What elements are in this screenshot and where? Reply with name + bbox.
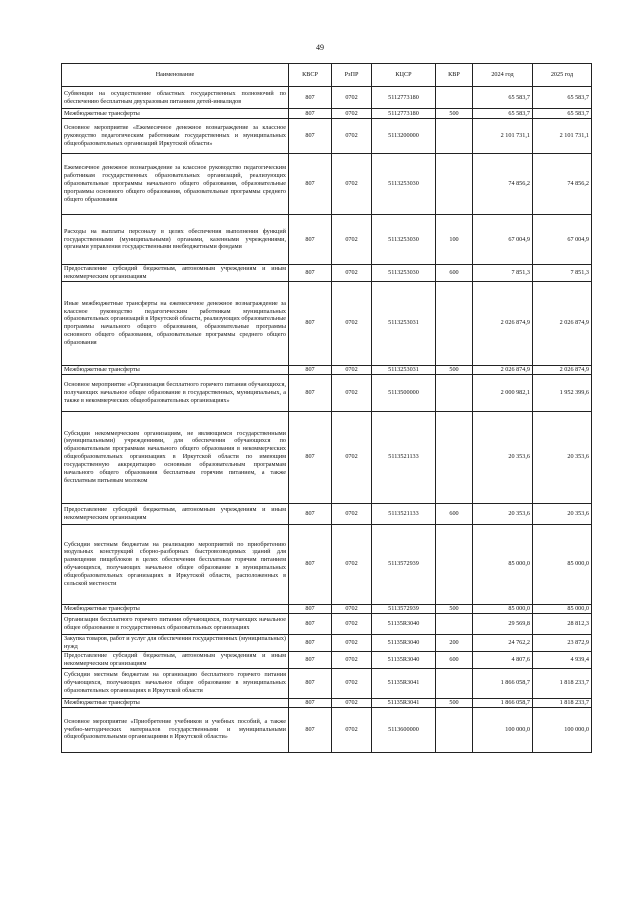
- table-row: [62, 119, 592, 154]
- row-kvsr-cell: 807: [289, 374, 332, 411]
- row-kvr-cell: 600: [436, 503, 473, 524]
- header-kcsr: КЦСР: [372, 64, 436, 87]
- row-rzpr-cell: 0702: [332, 604, 372, 613]
- row-kcsr-cell: 51135R3040: [372, 634, 436, 651]
- row-2024-cell: 85 000,0: [473, 524, 533, 604]
- table-row: [62, 524, 592, 604]
- row-2024-cell: 2 101 731,1: [473, 119, 533, 154]
- row-rzpr-cell: 0702: [332, 668, 372, 698]
- row-rzpr-cell: 0702: [332, 634, 372, 651]
- row-kcsr-cell: 51135R3041: [372, 668, 436, 698]
- row-kvsr-cell: 807: [289, 411, 332, 503]
- row-name-cell: Организация бесплатного горячего питания обучающихся, получающих начальное общее образование в государственных образовательных организациях: [62, 613, 289, 634]
- row-name-cell: Субвенции на осуществление областных государственных полномочий по обеспечению бесплатным двухразовым питанием детей-инвалидов: [62, 87, 289, 109]
- row-kcsr-cell: 5113521133: [372, 411, 436, 503]
- row-rzpr-cell: 0702: [332, 651, 372, 668]
- row-kvsr-cell: 807: [289, 604, 332, 613]
- row-kvsr-cell: 807: [289, 698, 332, 707]
- row-kvr-cell: 500: [436, 698, 473, 707]
- table-row: [62, 634, 592, 651]
- row-name-cell: Основное мероприятие «Организация бесплатного горячего питания обучающихся, получающих начальное общее образование в государственных, муниципальных, а также в некоммерческих общеобразовательных организациях»: [62, 374, 289, 411]
- row-kvsr-cell: 807: [289, 265, 332, 282]
- row-name-cell: Межбюджетные трансферты: [62, 604, 289, 613]
- row-kvr-cell: [436, 87, 473, 109]
- table-row: [62, 374, 592, 411]
- row-kvr-cell: [436, 374, 473, 411]
- row-name-cell: Предоставление субсидий бюджетным, автономным учреждениям и иным некоммерческим организациям: [62, 651, 289, 668]
- table-row: [62, 668, 592, 698]
- row-2024-cell: 2 026 874,9: [473, 365, 533, 374]
- row-2024-cell: 4 807,6: [473, 651, 533, 668]
- row-2024-cell: 7 851,3: [473, 265, 533, 282]
- header-2025: 2025 год: [533, 64, 592, 87]
- row-2025-cell: 2 101 731,1: [533, 119, 592, 154]
- row-rzpr-cell: 0702: [332, 707, 372, 752]
- row-rzpr-cell: 0702: [332, 411, 372, 503]
- row-kcsr-cell: 51135R3040: [372, 613, 436, 634]
- row-name-cell: Основное мероприятие «Приобретение учебников и учебных пособий, а также учебно-методических материалов государственными и муниципальными общеобразовательными организациями в Иркутской области»: [62, 707, 289, 752]
- row-kvr-cell: 200: [436, 634, 473, 651]
- row-name-cell: Предоставление субсидий бюджетным, автономным учреждениям и иным некоммерческим организациям: [62, 265, 289, 282]
- header-rzpr: РзПР: [332, 64, 372, 87]
- row-name-cell: Ежемесячное денежное вознаграждение за классное руководство педагогическим работникам государственных образовательных организаций, реализующих образовательные программы начального общего образования, образовательные программы основного общего образования, образовательные программы среднего общего образования: [62, 154, 289, 215]
- row-name-cell: Субсидии местным бюджетам на реализацию мероприятий по приобретению модульных конструкций сборно-разборных быстровозводимых зданий для размещения пищеблоков в целях обеспечения бесплатным горячим питанием обучающихся, получающих начальное общее образование в муниципальных общеобразовательных организациях в Иркутской области, расположенных в сельской местности: [62, 524, 289, 604]
- table-row: [62, 215, 592, 265]
- row-kcsr-cell: 5113253031: [372, 281, 436, 365]
- row-2025-cell: 2 026 874,9: [533, 281, 592, 365]
- row-kvr-cell: 500: [436, 604, 473, 613]
- row-kcsr-cell: 5113572939: [372, 604, 436, 613]
- row-kvr-cell: [436, 524, 473, 604]
- row-rzpr-cell: 0702: [332, 281, 372, 365]
- table-row: [62, 365, 592, 374]
- table-row: [62, 109, 592, 119]
- row-kvr-cell: 600: [436, 651, 473, 668]
- row-2025-cell: 65 583,7: [533, 109, 592, 119]
- row-kcsr-cell: 51135R3041: [372, 698, 436, 707]
- row-2024-cell: 1 866 058,7: [473, 698, 533, 707]
- table-row: [62, 604, 592, 613]
- row-2025-cell: 2 026 874,9: [533, 365, 592, 374]
- row-name-cell: Межбюджетные трансферты: [62, 698, 289, 707]
- row-kvsr-cell: 807: [289, 365, 332, 374]
- row-kvsr-cell: 807: [289, 154, 332, 215]
- row-kvr-cell: [436, 707, 473, 752]
- row-name-cell: Предоставление субсидий бюджетным, автономным учреждениям и иным некоммерческим организациям: [62, 503, 289, 524]
- row-2024-cell: 2 000 982,1: [473, 374, 533, 411]
- row-2025-cell: 85 000,0: [533, 604, 592, 613]
- row-2025-cell: 20 353,6: [533, 411, 592, 503]
- row-kvr-cell: 500: [436, 365, 473, 374]
- row-2024-cell: 67 004,9: [473, 215, 533, 265]
- row-2024-cell: 100 000,0: [473, 707, 533, 752]
- row-rzpr-cell: 0702: [332, 215, 372, 265]
- budget-table: [61, 63, 592, 753]
- row-2025-cell: 4 939,4: [533, 651, 592, 668]
- row-kvr-cell: [436, 668, 473, 698]
- table-row: [62, 503, 592, 524]
- row-2025-cell: 23 872,9: [533, 634, 592, 651]
- row-kvsr-cell: 807: [289, 87, 332, 109]
- row-2025-cell: 7 851,3: [533, 265, 592, 282]
- row-2025-cell: 67 004,9: [533, 215, 592, 265]
- row-kvsr-cell: 807: [289, 281, 332, 365]
- table-row: [62, 698, 592, 707]
- row-kcsr-cell: 5113200000: [372, 119, 436, 154]
- row-2024-cell: 20 353,6: [473, 411, 533, 503]
- table-row: [62, 411, 592, 503]
- row-rzpr-cell: 0702: [332, 524, 372, 604]
- table-row: [62, 707, 592, 752]
- row-kvr-cell: [436, 411, 473, 503]
- table-row: [62, 651, 592, 668]
- row-kcsr-cell: 5112773180: [372, 109, 436, 119]
- row-2025-cell: 100 000,0: [533, 707, 592, 752]
- row-2025-cell: 65 583,7: [533, 87, 592, 109]
- row-kvsr-cell: 807: [289, 613, 332, 634]
- row-2024-cell: 1 866 058,7: [473, 668, 533, 698]
- row-2024-cell: 20 353,6: [473, 503, 533, 524]
- row-kvsr-cell: 807: [289, 119, 332, 154]
- row-rzpr-cell: 0702: [332, 119, 372, 154]
- row-kvsr-cell: 807: [289, 651, 332, 668]
- row-name-cell: Межбюджетные трансферты: [62, 109, 289, 119]
- row-2024-cell: 29 569,8: [473, 613, 533, 634]
- row-kvsr-cell: 807: [289, 634, 332, 651]
- row-name-cell: Иные межбюджетные трансферты на ежемесячное денежное вознаграждение за классное руководство педагогическим работникам муниципальных образовательных организаций в Иркутской области, реализующих образовательные программы начального общего образования, образовательные программы основного общего образования, образовательные программы среднего общего образования: [62, 281, 289, 365]
- header-name: Наименование: [62, 64, 289, 87]
- table-row: [62, 613, 592, 634]
- row-2025-cell: 1 818 233,7: [533, 698, 592, 707]
- row-kvr-cell: 100: [436, 215, 473, 265]
- row-name-cell: Основное мероприятие «Ежемесячное денежное вознаграждение за классное руководство педагогическим работникам государственных и муниципальных общеобразовательных организаций Иркутской области»: [62, 119, 289, 154]
- row-kvsr-cell: 807: [289, 668, 332, 698]
- row-2024-cell: 74 856,2: [473, 154, 533, 215]
- row-name-cell: Межбюджетные трансферты: [62, 365, 289, 374]
- row-name-cell: Субсидии местным бюджетам на организацию бесплатного горячего питания обучающихся, получающих начальное общее образование в муниципальных образовательных организациях в Иркутской области: [62, 668, 289, 698]
- header-kvr: КВР: [436, 64, 473, 87]
- page-number: 49: [316, 43, 324, 52]
- row-rzpr-cell: 0702: [332, 365, 372, 374]
- table-header-row: [62, 64, 592, 87]
- row-rzpr-cell: 0702: [332, 265, 372, 282]
- table-row: [62, 87, 592, 109]
- row-kvr-cell: 500: [436, 109, 473, 119]
- row-kcsr-cell: 5113572939: [372, 524, 436, 604]
- row-rzpr-cell: 0702: [332, 374, 372, 411]
- header-2024: 2024 год: [473, 64, 533, 87]
- row-2025-cell: 74 856,2: [533, 154, 592, 215]
- table-row: [62, 154, 592, 215]
- row-kvr-cell: 600: [436, 265, 473, 282]
- row-kvr-cell: [436, 613, 473, 634]
- row-name-cell: Субсидии некоммерческим организациям, не являющимся государственными (муниципальными) учреждениями, для обеспечения обучающихся по образовательным программам начального общего образования в некоммерческих общеобразовательных организациях в Иркутской области по имеющим государственную аккредитацию основным образовательным программам начального общего образования бесплатным горячим питанием, а также бесплатным питьевым молоком: [62, 411, 289, 503]
- row-kvsr-cell: 807: [289, 503, 332, 524]
- row-2025-cell: 28 812,3: [533, 613, 592, 634]
- row-kcsr-cell: 5113600000: [372, 707, 436, 752]
- row-kcsr-cell: 5113253030: [372, 265, 436, 282]
- row-kvr-cell: [436, 154, 473, 215]
- row-name-cell: Расходы на выплаты персоналу в целях обеспечения выполнения функций государственными (муниципальными) органами, казенными учреждениями, органами управления государственными внебюджетными фондами: [62, 215, 289, 265]
- row-rzpr-cell: 0702: [332, 503, 372, 524]
- row-kcsr-cell: 5112773180: [372, 87, 436, 109]
- row-2024-cell: 2 026 874,9: [473, 281, 533, 365]
- row-2025-cell: 1 952 399,6: [533, 374, 592, 411]
- row-rzpr-cell: 0702: [332, 698, 372, 707]
- row-kvsr-cell: 807: [289, 524, 332, 604]
- row-2024-cell: 24 762,2: [473, 634, 533, 651]
- row-rzpr-cell: 0702: [332, 154, 372, 215]
- row-kcsr-cell: 5113253030: [372, 215, 436, 265]
- row-2024-cell: 85 000,0: [473, 604, 533, 613]
- table-row: [62, 265, 592, 282]
- row-kcsr-cell: 5113521133: [372, 503, 436, 524]
- row-kvsr-cell: 807: [289, 215, 332, 265]
- row-kcsr-cell: 51135R3040: [372, 651, 436, 668]
- row-kcsr-cell: 5113253031: [372, 365, 436, 374]
- row-2025-cell: 1 818 233,7: [533, 668, 592, 698]
- row-kvr-cell: [436, 281, 473, 365]
- row-name-cell: Закупка товаров, работ и услуг для обеспечения государственных (муниципальных) нужд: [62, 634, 289, 651]
- row-rzpr-cell: 0702: [332, 87, 372, 109]
- row-2024-cell: 65 583,7: [473, 87, 533, 109]
- row-kcsr-cell: 5113500000: [372, 374, 436, 411]
- row-2025-cell: 20 353,6: [533, 503, 592, 524]
- row-kcsr-cell: 5113253030: [372, 154, 436, 215]
- row-2025-cell: 85 000,0: [533, 524, 592, 604]
- row-rzpr-cell: 0702: [332, 613, 372, 634]
- table-row: [62, 281, 592, 365]
- header-kvsr: КВСР: [289, 64, 332, 87]
- row-kvr-cell: [436, 119, 473, 154]
- row-kvsr-cell: 807: [289, 109, 332, 119]
- row-kvsr-cell: 807: [289, 707, 332, 752]
- row-2024-cell: 65 583,7: [473, 109, 533, 119]
- row-rzpr-cell: 0702: [332, 109, 372, 119]
